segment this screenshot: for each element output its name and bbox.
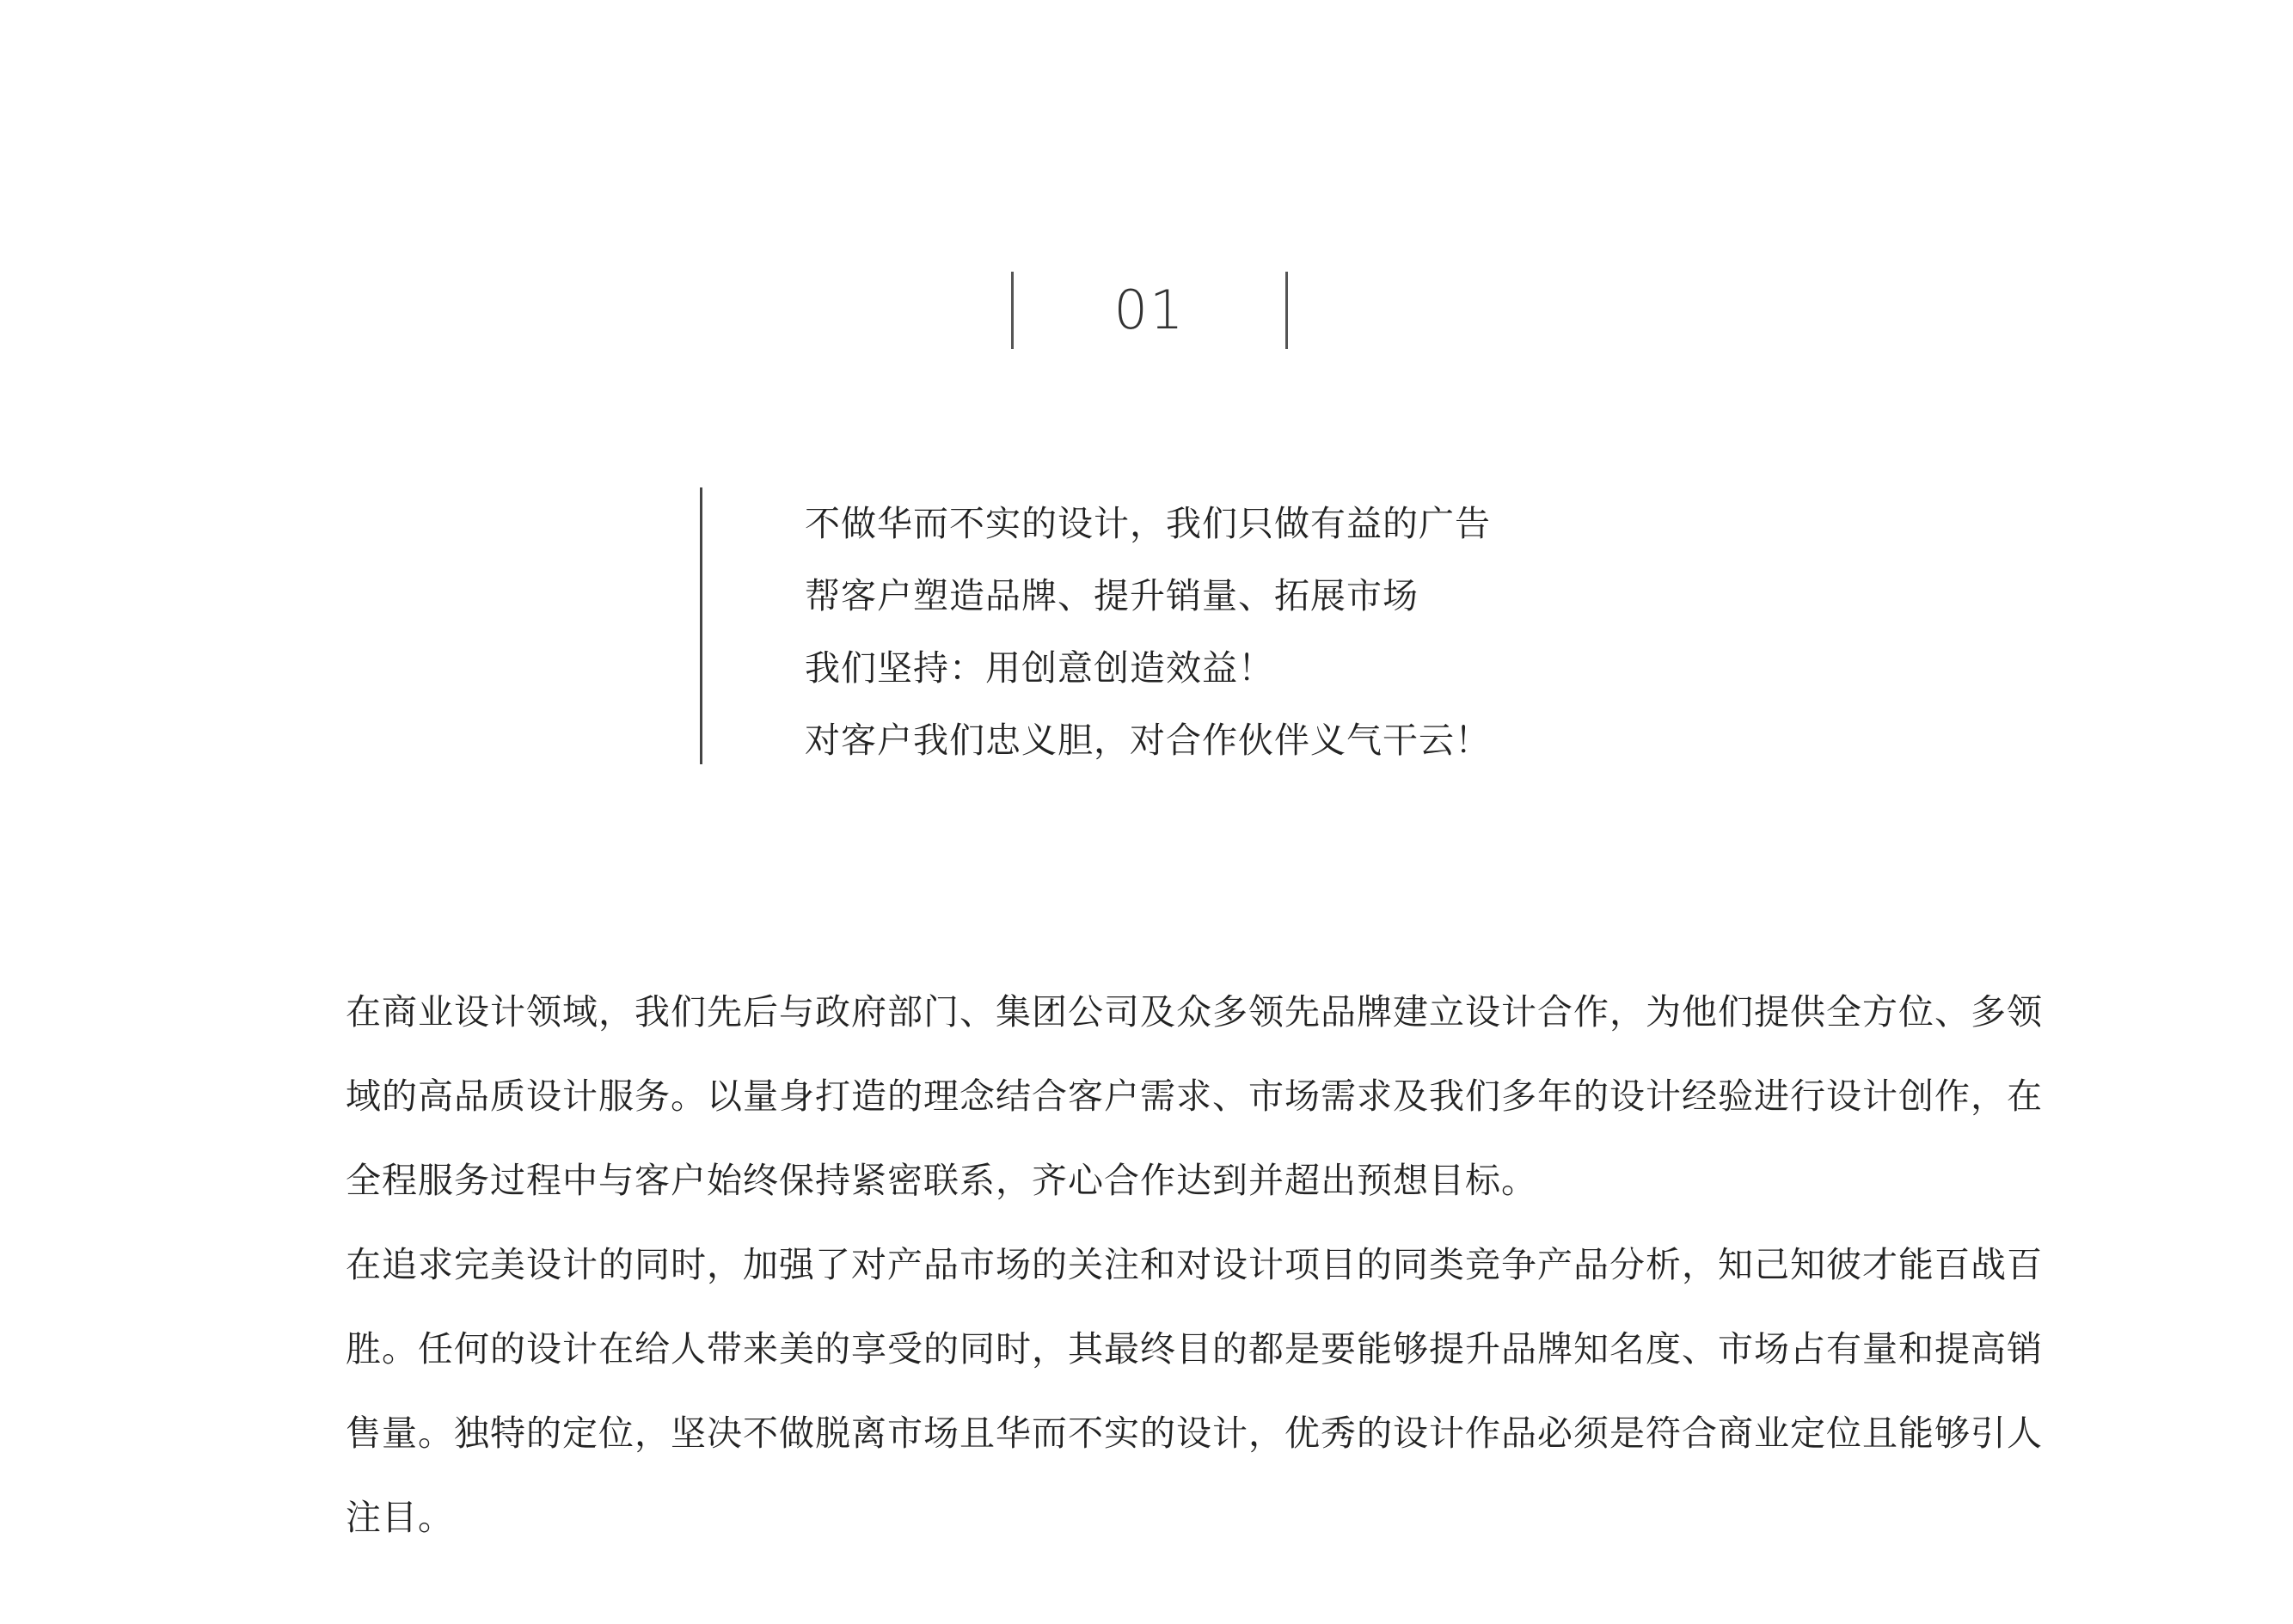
slogan-line: 我们坚持：用创意创造效益！ bbox=[805, 647, 1274, 689]
quote-vertical-bar bbox=[700, 487, 702, 764]
slogan-line: 不做华而不实的设计，我们只做有益的广告 bbox=[805, 503, 1491, 544]
body-text bbox=[346, 970, 2048, 1560]
section-number-header bbox=[1011, 272, 1288, 349]
body-paragraph-1: 在商业设计领域，我们先后与政府部门、集团公司及众多领先品牌建立设计合作，为他们提供全方位、多领域的高品质设计服务。以量身打造的理念结合客户需求、市场需求及我们多年的设计经验进行设计创作，在全程服务过程中与客户始终保持紧密联系，齐心合作达到并超出预想目标。 bbox=[346, 991, 2043, 1201]
right-divider-line bbox=[1285, 272, 1288, 349]
slogan-line: 帮客户塑造品牌、提升销量、拓展市场 bbox=[805, 575, 1419, 616]
slogan-quote-block bbox=[700, 487, 1732, 764]
section-number: 01 bbox=[1113, 279, 1186, 341]
slogan-lines bbox=[805, 487, 1491, 776]
slogan-line: 对客户我们忠义胆，对合作伙伴义气干云！ bbox=[805, 720, 1491, 761]
body-paragraph-2: 在追求完美设计的同时，加强了对产品市场的关注和对设计项目的同类竞争产品分析，知己知彼才能百战百胜。任何的设计在给人带来美的享受的同时，其最终目的都是要能够提升品牌知名度、市场占有量和提高销售量。独特的定位，坚决不做脱离市场且华而不实的设计，优秀的设计作品必须是符合商业定位且能够引人注目。 bbox=[346, 1244, 2043, 1538]
